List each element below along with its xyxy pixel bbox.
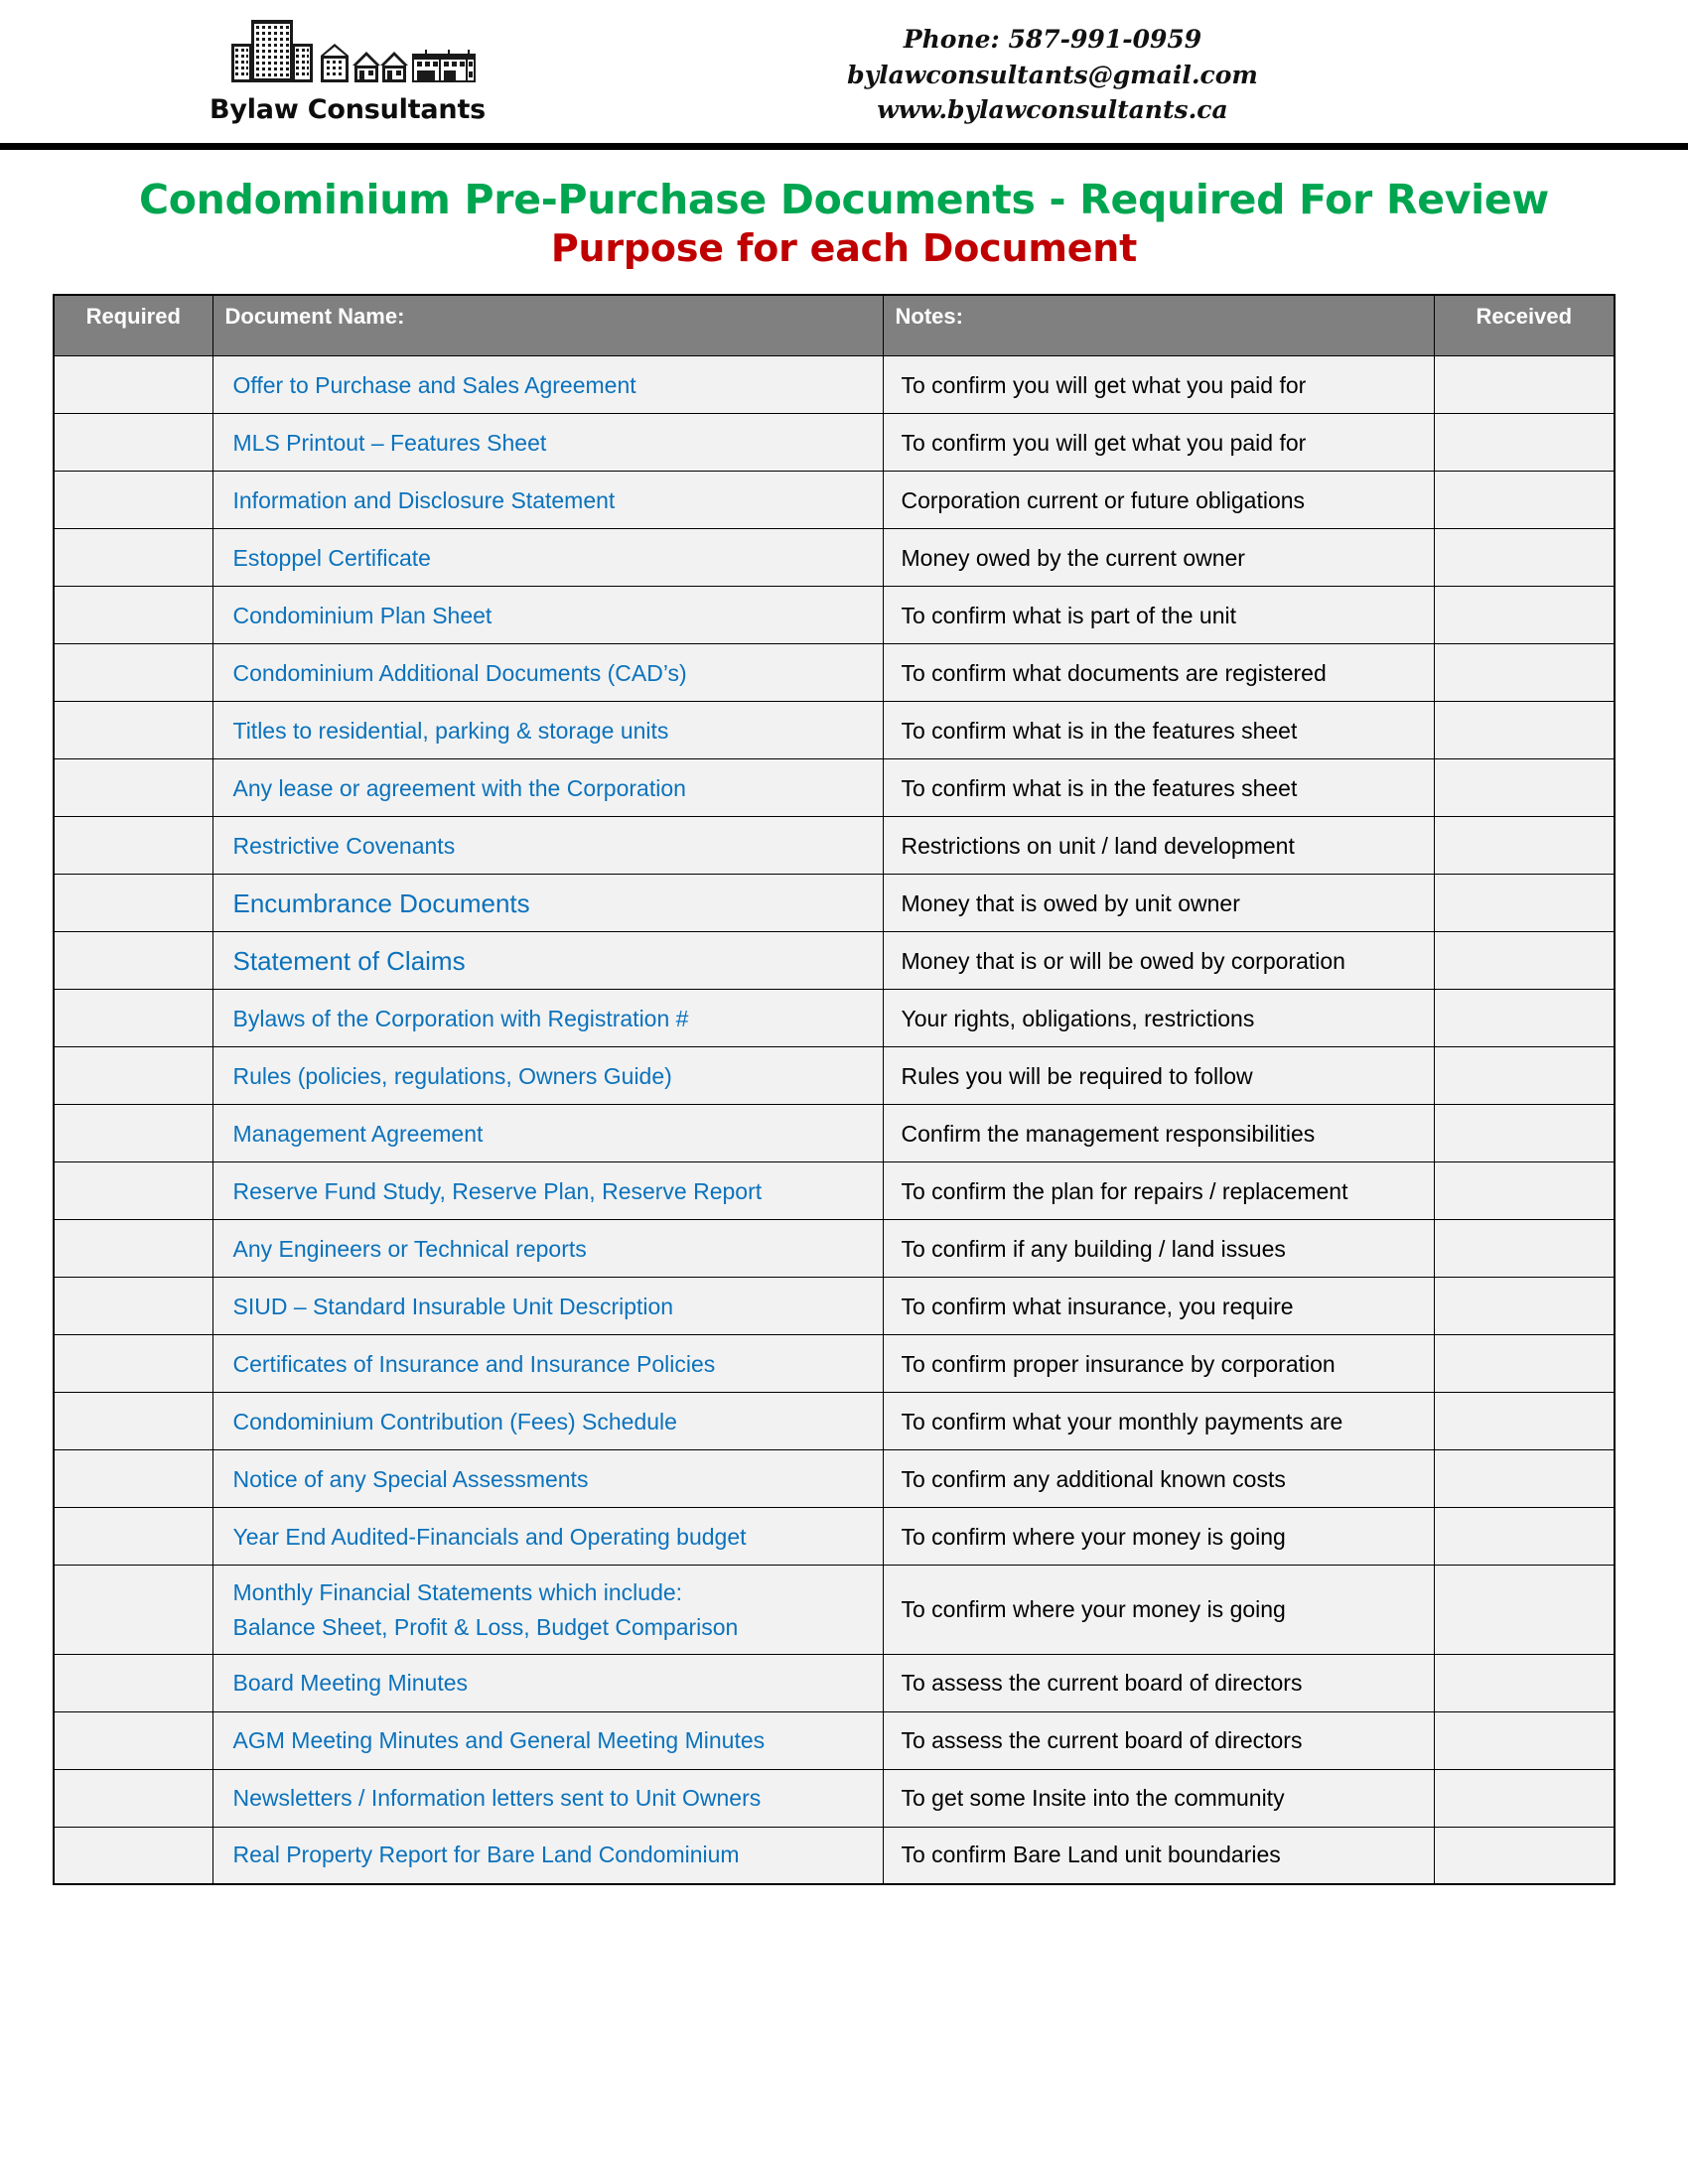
received-checkbox-cell[interactable] [1434, 1393, 1615, 1450]
notes-cell: To confirm where your money is going [883, 1566, 1434, 1654]
column-header-notes: Notes: [883, 295, 1434, 356]
document-name-cell: Any Engineers or Technical reports [212, 1220, 883, 1278]
received-checkbox-cell[interactable] [1434, 1105, 1615, 1162]
notes-cell: To confirm proper insurance by corporation [883, 1335, 1434, 1393]
notes-cell: Money that is or will be owed by corporation [883, 932, 1434, 990]
received-checkbox-cell[interactable] [1434, 875, 1615, 932]
contact-block [695, 8, 1688, 128]
table-row [54, 932, 1615, 990]
required-checkbox-cell[interactable] [54, 1769, 212, 1827]
document-name-line: Balance Sheet, Profit & Loss, Budget Comparison [232, 1613, 739, 1640]
received-checkbox-cell[interactable] [1434, 1220, 1615, 1278]
column-header-required: Required [54, 295, 212, 356]
required-checkbox-cell[interactable] [54, 644, 212, 702]
received-checkbox-cell[interactable] [1434, 1508, 1615, 1566]
table-header [54, 295, 1615, 356]
table-row [54, 1335, 1615, 1393]
document-name-cell: Notice of any Special Assessments [212, 1450, 883, 1508]
document-name-cell: Real Property Report for Bare Land Condominium [212, 1827, 883, 1884]
documents-table-wrap [0, 272, 1688, 1885]
document-name-cell: Statement of Claims [212, 932, 883, 990]
notes-cell: Money owed by the current owner [883, 529, 1434, 587]
document-name-cell: Bylaws of the Corporation with Registration # [212, 990, 883, 1047]
table-row [54, 990, 1615, 1047]
table-row [54, 1711, 1615, 1769]
required-checkbox-cell[interactable] [54, 356, 212, 414]
notes-cell: To assess the current board of directors [883, 1711, 1434, 1769]
document-name-line: Monthly Financial Statements which include: [232, 1579, 683, 1606]
document-name-cell: Year End Audited-Financials and Operating budget [212, 1508, 883, 1566]
table-row [54, 1450, 1615, 1508]
page-title: Condominium Pre-Purchase Documents - Required For Review [138, 176, 1549, 223]
document-name-cell: Information and Disclosure Statement [212, 472, 883, 529]
notes-cell: To confirm what your monthly payments are [883, 1393, 1434, 1450]
table-row [54, 1654, 1615, 1711]
notes-cell: Confirm the management responsibilities [883, 1105, 1434, 1162]
required-checkbox-cell[interactable] [54, 587, 212, 644]
document-name-cell: Management Agreement [212, 1105, 883, 1162]
contact-email: bylawconsultants@gmail.com [847, 60, 1258, 89]
received-checkbox-cell[interactable] [1434, 759, 1615, 817]
document-name-cell [212, 1566, 883, 1654]
received-checkbox-cell[interactable] [1434, 817, 1615, 875]
table-row [54, 1769, 1615, 1827]
notes-cell: To confirm where your money is going [883, 1508, 1434, 1566]
received-checkbox-cell[interactable] [1434, 356, 1615, 414]
required-checkbox-cell[interactable] [54, 414, 212, 472]
documents-table [53, 294, 1616, 1885]
required-checkbox-cell[interactable] [54, 990, 212, 1047]
notes-cell: To confirm you will get what you paid for [883, 356, 1434, 414]
notes-cell: To confirm the plan for repairs / replacement [883, 1162, 1434, 1220]
received-checkbox-cell[interactable] [1434, 644, 1615, 702]
document-name-cell: Titles to residential, parking & storage units [212, 702, 883, 759]
required-checkbox-cell[interactable] [54, 932, 212, 990]
letterhead [0, 0, 1688, 139]
contact-phone: Phone: 587-991-0959 [903, 25, 1202, 54]
table-row [54, 702, 1615, 759]
required-checkbox-cell[interactable] [54, 1220, 212, 1278]
received-checkbox-cell[interactable] [1434, 472, 1615, 529]
required-checkbox-cell[interactable] [54, 702, 212, 759]
received-checkbox-cell[interactable] [1434, 1047, 1615, 1105]
page-title-block [0, 150, 1688, 272]
notes-cell: Rules you will be required to follow [883, 1047, 1434, 1105]
notes-cell: To confirm what is part of the unit [883, 587, 1434, 644]
required-checkbox-cell[interactable] [54, 1450, 212, 1508]
document-name-cell: Certificates of Insurance and Insurance Policies [212, 1335, 883, 1393]
document-name-cell: MLS Printout – Features Sheet [212, 414, 883, 472]
required-checkbox-cell[interactable] [54, 1278, 212, 1335]
received-checkbox-cell[interactable] [1434, 529, 1615, 587]
table-row [54, 472, 1615, 529]
notes-cell: To assess the current board of directors [883, 1654, 1434, 1711]
table-row [54, 414, 1615, 472]
received-checkbox-cell[interactable] [1434, 587, 1615, 644]
notes-cell: To confirm what insurance, you require [883, 1278, 1434, 1335]
column-header-document-name: Document Name: [212, 295, 883, 356]
table-row [54, 817, 1615, 875]
column-header-received: Received [1434, 295, 1615, 356]
received-checkbox-cell[interactable] [1434, 414, 1615, 472]
received-checkbox-cell[interactable] [1434, 990, 1615, 1047]
table-header-row [54, 295, 1615, 356]
notes-cell: To confirm any additional known costs [883, 1450, 1434, 1508]
header-divider [0, 143, 1688, 150]
notes-cell: To confirm if any building / land issues [883, 1220, 1434, 1278]
table-row [54, 1508, 1615, 1566]
received-checkbox-cell[interactable] [1434, 702, 1615, 759]
table-body [54, 356, 1615, 1884]
required-checkbox-cell[interactable] [54, 1654, 212, 1711]
received-checkbox-cell[interactable] [1434, 1769, 1615, 1827]
document-name-cell: Any lease or agreement with the Corporation [212, 759, 883, 817]
table-row [54, 644, 1615, 702]
notes-cell: To confirm what documents are registered [883, 644, 1434, 702]
received-checkbox-cell[interactable] [1434, 1566, 1615, 1654]
notes-cell: Your rights, obligations, restrictions [883, 990, 1434, 1047]
received-checkbox-cell[interactable] [1434, 932, 1615, 990]
document-name-cell: Offer to Purchase and Sales Agreement [212, 356, 883, 414]
notes-cell: To confirm what is in the features sheet [883, 759, 1434, 817]
received-checkbox-cell[interactable] [1434, 1711, 1615, 1769]
table-row [54, 1566, 1615, 1654]
document-name-cell: Condominium Contribution (Fees) Schedule [212, 1393, 883, 1450]
document-name-cell: AGM Meeting Minutes and General Meeting Minutes [212, 1711, 883, 1769]
table-row [54, 1393, 1615, 1450]
notes-cell: To confirm you will get what you paid for [883, 414, 1434, 472]
table-row [54, 759, 1615, 817]
contact-website: www.bylawconsultants.ca [877, 95, 1228, 124]
received-checkbox-cell[interactable] [1434, 1162, 1615, 1220]
table-row [54, 529, 1615, 587]
received-checkbox-cell[interactable] [1434, 1654, 1615, 1711]
document-name-cell: Reserve Fund Study, Reserve Plan, Reserve Report [212, 1162, 883, 1220]
received-checkbox-cell[interactable] [1434, 1278, 1615, 1335]
notes-cell: Money that is owed by unit owner [883, 875, 1434, 932]
notes-cell: Corporation current or future obligations [883, 472, 1434, 529]
document-name-cell: Encumbrance Documents [212, 875, 883, 932]
table-row [54, 1162, 1615, 1220]
received-checkbox-cell[interactable] [1434, 1335, 1615, 1393]
required-checkbox-cell[interactable] [54, 1105, 212, 1162]
document-name-cell: Condominium Plan Sheet [212, 587, 883, 644]
table-row [54, 587, 1615, 644]
required-checkbox-cell[interactable] [54, 875, 212, 932]
required-checkbox-cell[interactable] [54, 1508, 212, 1566]
required-checkbox-cell[interactable] [54, 1827, 212, 1884]
document-name-cell: Newsletters / Information letters sent to Unit Owners [212, 1769, 883, 1827]
received-checkbox-cell[interactable] [1434, 1450, 1615, 1508]
document-name-cell: Estoppel Certificate [212, 529, 883, 587]
notes-cell: Restrictions on unit / land development [883, 817, 1434, 875]
document-name-cell: Board Meeting Minutes [212, 1654, 883, 1711]
document-name-cell: Rules (policies, regulations, Owners Guide) [212, 1047, 883, 1105]
notes-cell: To confirm Bare Land unit boundaries [883, 1827, 1434, 1884]
table-row [54, 1105, 1615, 1162]
required-checkbox-cell[interactable] [54, 759, 212, 817]
document-name-cell: Restrictive Covenants [212, 817, 883, 875]
required-checkbox-cell[interactable] [54, 1566, 212, 1654]
required-checkbox-cell[interactable] [54, 1393, 212, 1450]
required-checkbox-cell[interactable] [54, 817, 212, 875]
required-checkbox-cell[interactable] [54, 529, 212, 587]
table-row [54, 1047, 1615, 1105]
brand-block [0, 8, 695, 125]
required-checkbox-cell[interactable] [54, 472, 212, 529]
table-row [54, 1278, 1615, 1335]
brand-name: Bylaw Consultants [209, 94, 487, 125]
document-name-cell: Condominium Additional Documents (CAD’s) [212, 644, 883, 702]
city-skyline-icon [217, 16, 478, 92]
notes-cell: To confirm what is in the features sheet [883, 702, 1434, 759]
page-subtitle: Purpose for each Document [550, 226, 1138, 271]
required-checkbox-cell[interactable] [54, 1162, 212, 1220]
required-checkbox-cell[interactable] [54, 1047, 212, 1105]
required-checkbox-cell[interactable] [54, 1335, 212, 1393]
table-row [54, 1827, 1615, 1884]
table-row [54, 1220, 1615, 1278]
required-checkbox-cell[interactable] [54, 1711, 212, 1769]
table-row [54, 875, 1615, 932]
received-checkbox-cell[interactable] [1434, 1827, 1615, 1884]
document-name-cell: SIUD – Standard Insurable Unit Description [212, 1278, 883, 1335]
notes-cell: To get some Insite into the community [883, 1769, 1434, 1827]
table-row [54, 356, 1615, 414]
